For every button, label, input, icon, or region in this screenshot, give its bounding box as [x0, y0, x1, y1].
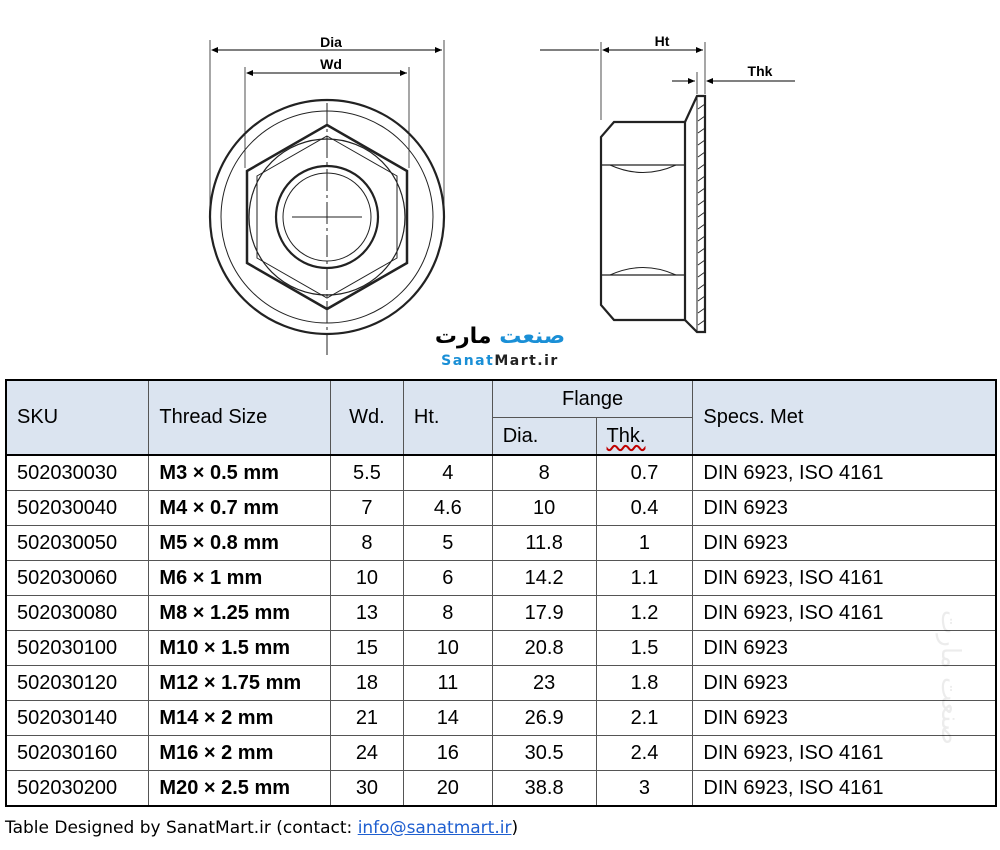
- logo-en-part2: Mart.ir: [494, 353, 559, 369]
- cell-thk: 1.1: [596, 561, 693, 596]
- table-row: [6, 491, 996, 526]
- cell-wd: 18: [330, 666, 403, 701]
- cell-dia: 20.8: [492, 631, 596, 666]
- side-view: [601, 42, 705, 332]
- cell-wd: 8: [330, 526, 403, 561]
- cell-specs: DIN 6923, ISO 4161: [693, 736, 996, 771]
- cell-sku: 502030140: [6, 701, 149, 736]
- cell-sku: 502030160: [6, 736, 149, 771]
- header-thk-text: Thk.: [606, 424, 646, 447]
- cell-wd: 15: [330, 631, 403, 666]
- cell-ht: 8: [403, 596, 492, 631]
- cell-dia: 38.8: [492, 771, 596, 807]
- header-specs: Specs. Met: [693, 380, 996, 455]
- cell-thread: M8 × 1.25 mm: [149, 596, 331, 631]
- cell-thk: 1.2: [596, 596, 693, 631]
- cell-thread: M4 × 0.7 mm: [149, 491, 331, 526]
- cell-sku: 502030200: [6, 771, 149, 807]
- cell-dia: 11.8: [492, 526, 596, 561]
- cell-thk: 3: [596, 771, 693, 807]
- cell-thk: 2.4: [596, 736, 693, 771]
- table-row: [6, 771, 996, 807]
- cell-wd: 5.5: [330, 455, 403, 491]
- cell-thk: 1.5: [596, 631, 693, 666]
- logo-fa-part1: صنعت: [499, 324, 566, 349]
- cell-specs: DIN 6923: [693, 491, 996, 526]
- cell-sku: 502030080: [6, 596, 149, 631]
- header-dia: Dia.: [492, 418, 596, 456]
- header-wd: Wd.: [330, 380, 403, 455]
- logo-english: [380, 352, 620, 370]
- cell-specs: DIN 6923, ISO 4161: [693, 455, 996, 491]
- cell-thread: M10 × 1.5 mm: [149, 631, 331, 666]
- cell-wd: 7: [330, 491, 403, 526]
- footer-close: ): [511, 818, 519, 838]
- cell-specs: DIN 6923, ISO 4161: [693, 596, 996, 631]
- cell-dia: 26.9: [492, 701, 596, 736]
- cell-ht: 10: [403, 631, 492, 666]
- ht-label: Ht: [654, 33, 670, 49]
- cell-ht: 14: [403, 701, 492, 736]
- cell-dia: 14.2: [492, 561, 596, 596]
- cell-dia: 23: [492, 666, 596, 701]
- table-row: [6, 666, 996, 701]
- table-row: [6, 561, 996, 596]
- spec-table: [5, 379, 997, 807]
- cell-thk: 2.1: [596, 701, 693, 736]
- table-row: [6, 736, 996, 771]
- cell-wd: 21: [330, 701, 403, 736]
- cell-specs: DIN 6923: [693, 666, 996, 701]
- dia-label: Dia: [320, 34, 342, 50]
- header-flange: Flange: [492, 380, 693, 418]
- footer: [5, 818, 518, 838]
- cell-ht: 4.6: [403, 491, 492, 526]
- cell-thk: 1: [596, 526, 693, 561]
- footer-text: Table Designed by SanatMart.ir (contact:: [5, 818, 358, 838]
- wd-label: Wd: [320, 56, 342, 72]
- table-row: [6, 455, 996, 491]
- cell-dia: 17.9: [492, 596, 596, 631]
- cell-thread: M16 × 2 mm: [149, 736, 331, 771]
- watermark-text: صنعت مارت: [935, 609, 965, 745]
- cell-specs: DIN 6923, ISO 4161: [693, 771, 996, 807]
- table-row: [6, 596, 996, 631]
- cell-dia: 8: [492, 455, 596, 491]
- cell-dia: 10: [492, 491, 596, 526]
- cell-sku: 502030030: [6, 455, 149, 491]
- sanatmart-logo: [380, 322, 620, 370]
- table-body: [6, 455, 996, 806]
- cell-sku: 502030100: [6, 631, 149, 666]
- cell-specs: DIN 6923, ISO 4161: [693, 561, 996, 596]
- table-row: [6, 631, 996, 666]
- thk-label: Thk: [747, 63, 773, 79]
- header-ht: Ht.: [403, 380, 492, 455]
- cell-specs: DIN 6923: [693, 526, 996, 561]
- cell-ht: 6: [403, 561, 492, 596]
- cell-wd: 24: [330, 736, 403, 771]
- cell-ht: 16: [403, 736, 492, 771]
- cell-thk: 0.7: [596, 455, 693, 491]
- cell-sku: 502030120: [6, 666, 149, 701]
- cell-ht: 11: [403, 666, 492, 701]
- cell-ht: 4: [403, 455, 492, 491]
- cell-specs: DIN 6923: [693, 701, 996, 736]
- cell-sku: 502030060: [6, 561, 149, 596]
- cell-ht: 20: [403, 771, 492, 807]
- cell-thk: 0.4: [596, 491, 693, 526]
- cell-wd: 10: [330, 561, 403, 596]
- cell-thread: M20 × 2.5 mm: [149, 771, 331, 807]
- table-row: [6, 701, 996, 736]
- cell-thread: M6 × 1 mm: [149, 561, 331, 596]
- header-thread: Thread Size: [149, 380, 331, 455]
- cell-thread: M12 × 1.75 mm: [149, 666, 331, 701]
- cell-thread: M3 × 0.5 mm: [149, 455, 331, 491]
- cell-ht: 5: [403, 526, 492, 561]
- cell-sku: 502030040: [6, 491, 149, 526]
- logo-persian: [380, 322, 620, 352]
- cell-thread: M14 × 2 mm: [149, 701, 331, 736]
- contact-email-link[interactable]: info@sanatmart.ir: [357, 818, 512, 838]
- cell-dia: 30.5: [492, 736, 596, 771]
- cell-thk: 1.8: [596, 666, 693, 701]
- cell-thread: M5 × 0.8 mm: [149, 526, 331, 561]
- logo-fa-part2: مارت: [434, 324, 492, 349]
- cell-wd: 13: [330, 596, 403, 631]
- cell-specs: DIN 6923: [693, 631, 996, 666]
- table-row: [6, 526, 996, 561]
- header-sku: SKU: [6, 380, 149, 455]
- logo-en-part1: Sanat: [441, 353, 495, 369]
- header-thk: [596, 418, 693, 456]
- front-view: [210, 40, 444, 355]
- cell-sku: 502030050: [6, 526, 149, 561]
- cell-wd: 30: [330, 771, 403, 807]
- header-row: [6, 380, 996, 418]
